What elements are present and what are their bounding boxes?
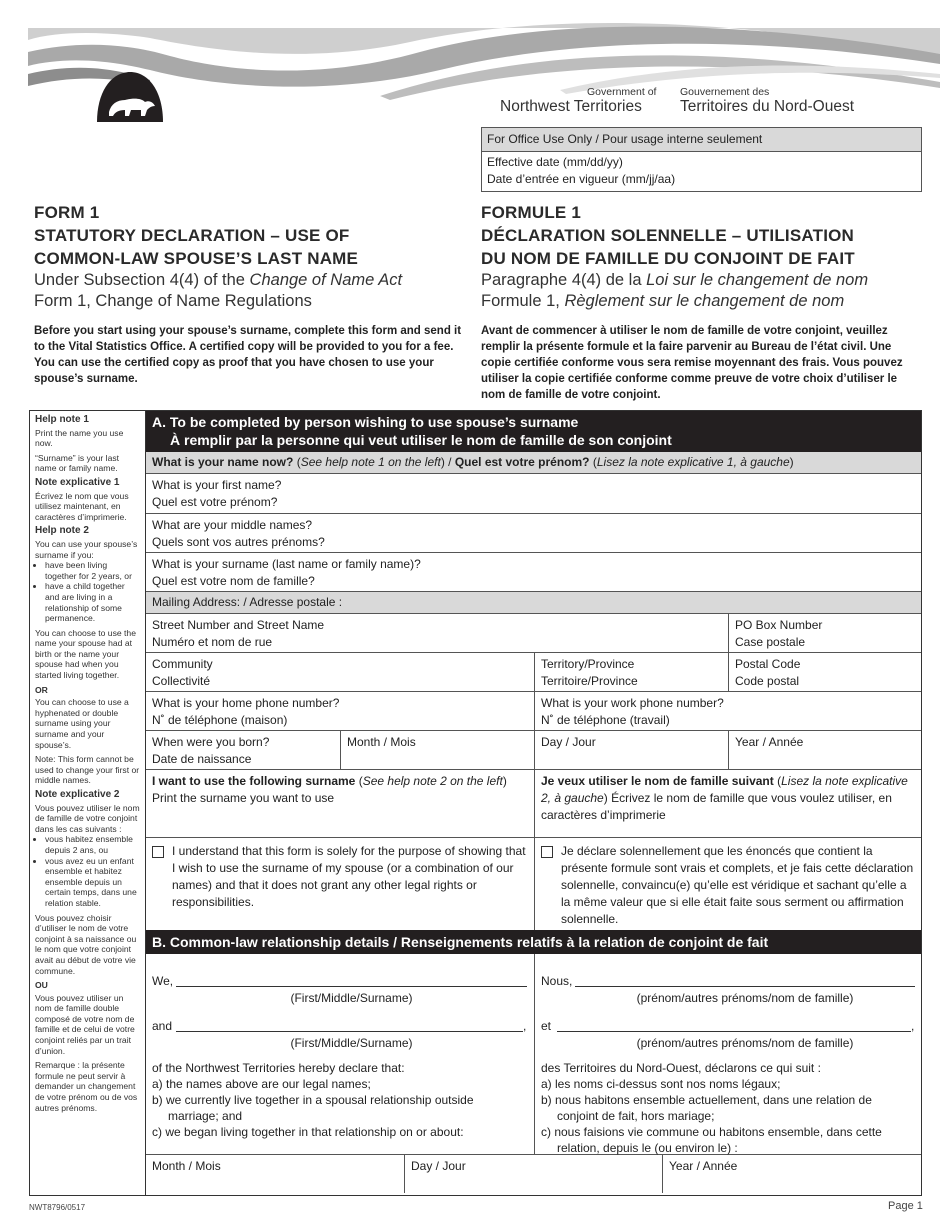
help-note-2-heading: Help note 2 (35, 525, 89, 537)
relationship-year-field[interactable] (662, 1155, 921, 1193)
partner2-caption-fr: (prénom/autres prénoms/nom de famille) (636, 1036, 854, 1050)
form-subtitle-fr-2: Formule 1, Règlement sur le changement de nom (481, 292, 845, 310)
gov-fr-small: Gouvernement des (680, 86, 770, 98)
effective-date-label-fr: Date d’entrée en vigueur (mm/jj/aa) (487, 172, 676, 186)
note-explicative-2-text-3: Vous pouvez utiliser un nom de famille double composé de votre nom de famille et de celui de votre conjoint reliés par un trait d’union. (35, 992, 135, 1056)
help-notes-sidebar (29, 410, 146, 1196)
relationship-month-field[interactable] (146, 1155, 405, 1193)
intro-fr: Avant de commencer à utiliser le nom de famille de votre conjoint, veuillez remplir la présente formule et la faire parvenir au Bureau de l’état civil. Une copie certifiée conforme vous sera remise moyennant des frais. Vous pouvez utiliser la copie certifiée conforme comme preuve de votre choix d’utiliser le nom de famille de votre conjoint. (481, 325, 903, 401)
section-b-header: B. Common-law relationship details / Renseignements relatifs à la relation de conjoint de fait (146, 930, 921, 954)
note-explicative-2-text-4: Remarque : la présente formule ne peut servir à demander un changement de votre prénom ou de vos autres prénoms. (35, 1060, 138, 1113)
page-number: Page 1 (888, 1200, 923, 1212)
partner1-name-line-en[interactable] (176, 986, 527, 987)
form-subtitle-en-2: Form 1, Change of Name Regulations (34, 292, 312, 310)
surname-label-en: What is your surname (last name or family name)? (152, 557, 421, 571)
note-explicative-2-bullet-1: • vous habitez ensemble depuis 2 ans, ou (45, 834, 141, 855)
title-block-en (34, 201, 464, 312)
partner2-name-line-en[interactable] (176, 1031, 523, 1032)
relationship-day-label: Day / Jour (411, 1159, 466, 1173)
help-note-2-text-4: Note: This form cannot be used to change your first or middle names. (35, 754, 140, 786)
middle-names-label-fr: Quels sont vos autres prénoms? (152, 535, 325, 549)
comma-fr: , (911, 1019, 915, 1033)
et-label: et (541, 1019, 552, 1033)
work-phone-field[interactable] (534, 692, 921, 730)
declaration-list-fr: des Territoires du Nord-Ouest, déclarons ce qui suit : a) les noms ci-dessus sont nos noms légaux; b) nous habitons ensemble actuellement, dans une relation de conjoint de fait, hors mariage; c) nous faisions vie commune ou habitons ensemble, dans cette relation, depuis le (ou environ le) : (541, 1061, 882, 1155)
polar-bear-logo-icon (95, 68, 165, 122)
work-phone-label-en: What is your work phone number? (541, 696, 724, 710)
relationship-day-field[interactable] (404, 1155, 663, 1193)
section-a-header (146, 411, 921, 452)
help-note-1-text-2: “Surname” is your last name or family name. (35, 452, 120, 474)
first-name-field[interactable] (146, 474, 921, 514)
form-code: NWT8796/0517 (29, 1203, 86, 1212)
we-label: We, (152, 974, 174, 988)
form-number-fr: FORMULE 1 (481, 203, 582, 222)
declaration-en-checkbox[interactable] (152, 846, 164, 858)
community-row (146, 653, 921, 692)
form-subtitle-en-1: Under Subsection 4(4) of the Change of Name Act (34, 271, 403, 289)
first-name-label-en: What is your first name? (152, 478, 282, 492)
partner2-name-line-fr[interactable] (557, 1031, 911, 1032)
note-explicative-2-bullet-2: • vous avez eu un enfant ensemble et habitez ensemble depuis un certain temps, dans une relation stable. (45, 856, 141, 909)
declaration-fr-text: Je déclare solennellement que les énoncés que contient la présente formule sont vrais et complets, et je fais cette déclaration solennelle, convaincu(e) qu’elle est véridique et sachant qu’elle a la même valeur que si elle était faite sous serment ou affirmation solennelle. (561, 844, 914, 926)
territory-field[interactable] (534, 653, 729, 691)
declaration-list-en: of the Northwest Territories hereby declare that: a) the names above are our legal names; b) we currently live together in a spousal relationship outside marriage; and c) we began living together in that relationship on or about: (152, 1061, 474, 1139)
birth-day-field[interactable] (534, 731, 729, 769)
form-number-en: FORM 1 (34, 203, 100, 222)
middle-names-field[interactable] (146, 514, 921, 553)
phone-row (146, 692, 921, 731)
help-note-1-heading: Help note 1 (35, 414, 89, 425)
note-explicative-2-text-2: Vous pouvez choisir d’utiliser le nom de votre conjoint à sa naissance ou le nom que votre conjoint avait au début de votre vie commune. (35, 912, 137, 976)
help-note-2-or: OR (35, 684, 48, 695)
help-note-2-bullet-1: • have been living together for 2 years, or (45, 560, 141, 581)
postal-code-label-en: Postal Code (735, 657, 801, 671)
street-row (146, 614, 921, 653)
declaration-fr-cell (534, 838, 921, 930)
help-note-1-text: Print the name you use now. (35, 427, 124, 449)
desired-surname-row (146, 770, 921, 838)
po-box-label-en: PO Box Number (735, 618, 823, 632)
office-use-heading: For Office Use Only / Pour usage interne seulement (482, 128, 921, 152)
help-note-2-text-3: You can choose to use a hyphenated or double surname using your surname and your spouse’s. (35, 697, 129, 750)
birth-date-row (146, 731, 921, 770)
section-b-fr-cell (534, 954, 921, 1154)
office-use-box (481, 127, 922, 192)
title-block-fr (481, 201, 926, 312)
desired-surname-field-fr[interactable]: Je veux utiliser le nom de famille suivant (Lisez la note explicative 2, à gauche) Écrivez le nom de famille que vous voulez utiliser, en caractères d’imprimerie (534, 770, 921, 837)
and-label: and (152, 1019, 173, 1033)
first-name-label-fr: Quel est votre prénom? (152, 495, 278, 509)
partner1-caption-fr: (prénom/autres prénoms/nom de famille) (636, 991, 854, 1005)
section-a-title-fr: À remplir par la personne qui veut utiliser le nom de famille de son conjoint (170, 432, 672, 448)
territory-label-fr: Territoire/Province (541, 674, 638, 688)
birth-day-label: Day / Jour (541, 735, 596, 749)
middle-names-label-en: What are your middle names? (152, 518, 313, 532)
section-b-en-cell (146, 954, 535, 1154)
street-field[interactable] (146, 614, 729, 652)
mailing-address-header: Mailing Address: / Adresse postale : (146, 592, 921, 614)
birth-year-label: Year / Année (735, 735, 804, 749)
form-title-fr-line1: DÉCLARATION SOLENNELLE – UTILISATION (481, 226, 855, 245)
community-label-en: Community (152, 657, 213, 671)
partner1-caption-en: (First/Middle/Surname) (290, 991, 413, 1005)
birth-month-field[interactable] (340, 731, 535, 769)
desired-surname-instruction-en: Print the surname you want to use (152, 791, 335, 805)
form-title-en-line2: COMMON-LAW SPOUSE’S LAST NAME (34, 249, 359, 268)
help-note-2-text: You can use your spouse’s surname if you: (35, 538, 138, 560)
note-explicative-1-text: Écrivez le nom que vous utilisez maintenant, en caractères d’imprimerie. (35, 490, 129, 522)
postal-code-field[interactable] (728, 653, 921, 691)
note-explicative-2-heading: Note explicative 2 (35, 789, 120, 800)
birth-year-field[interactable] (728, 731, 921, 769)
help-note-2-bullet-2: • have a child together and are living in a relationship of some permanence. (45, 581, 141, 623)
surname-label-fr: Quel est votre nom de famille? (152, 574, 315, 588)
declaration-en-text: I understand that this form is solely for the purpose of showing that I wish to use the surname of my spouse (or a combination of our names) and that it does not grant any other legal rights or responsibilities. (172, 844, 526, 909)
birth-month-label: Month / Mois (347, 735, 416, 749)
territory-label-en: Territory/Province (541, 657, 635, 671)
gov-en-big: Northwest Territories (500, 98, 642, 115)
relationship-month-label: Month / Mois (152, 1159, 221, 1173)
birth-date-label-en: When were you born? (152, 735, 270, 749)
note-explicative-2-text: Vous pouvez utiliser le nom de famille de votre conjoint dans les cas suivants : (35, 802, 140, 834)
gov-en-small: Government of (587, 86, 657, 98)
form-title-en-line1: STATUTORY DECLARATION – USE OF (34, 226, 350, 245)
name-now-row: What is your name now? (See help note 1 on the left) / Quel est votre prénom? (Lisez la note explicative 1, à gauche) (146, 452, 921, 474)
section-b-body (146, 954, 921, 1155)
po-box-field[interactable] (728, 614, 921, 652)
intro-en: Before you start using your spouse’s surname, complete this form and send it to the Vital Statistics Office. A certified copy will be provided to you for a fee. You can use the certified copy as proof that you have chosen to use your spouse’s surname. (34, 325, 462, 385)
desired-surname-field-en[interactable]: I want to use the following surname (See help note 2 on the left) Print the surname you want to use (146, 770, 535, 837)
birth-date-label-cell (146, 731, 341, 769)
home-phone-label-en: What is your home phone number? (152, 696, 340, 710)
comma-en: , (523, 1019, 527, 1033)
help-note-2-text-2: You can choose to use the name your spouse had at birth or the name your spouse had when you started living together. (35, 627, 136, 681)
po-box-label-fr: Case postale (735, 635, 806, 649)
home-phone-field[interactable] (146, 692, 535, 730)
declaration-row (146, 838, 921, 930)
note-explicative-2-ou: OU (35, 980, 48, 991)
home-phone-label-fr: N˚ de téléphone (maison) (152, 713, 288, 727)
note-explicative-1-heading: Note explicative 1 (35, 476, 120, 488)
section-a-title-en: A. To be completed by person wishing to use spouse’s surname (152, 414, 579, 430)
declaration-fr-checkbox[interactable] (541, 846, 553, 858)
declaration-en-cell (146, 838, 535, 930)
partner2-caption-en: (First/Middle/Surname) (290, 1036, 413, 1050)
partner1-name-line-fr[interactable] (575, 986, 915, 987)
form-title-fr-line2: DU NOM DE FAMILLE DU CONJOINT DE FAIT (481, 249, 855, 268)
community-field[interactable] (146, 653, 535, 691)
birth-date-label-fr: Date de naissance (152, 752, 252, 766)
main-form (145, 410, 922, 1196)
work-phone-label-fr: N˚ de téléphone (travail) (541, 713, 670, 727)
nous-label: Nous, (541, 974, 573, 988)
surname-field[interactable] (146, 553, 921, 592)
gov-fr-big: Territoires du Nord-Ouest (680, 98, 855, 115)
street-label-en: Street Number and Street Name (152, 618, 325, 632)
street-label-fr: Numéro et nom de rue (152, 635, 273, 649)
community-label-fr: Collectivité (152, 674, 211, 688)
form-subtitle-fr-1: Paragraphe 4(4) de la Loi sur le changement de nom (481, 271, 869, 289)
postal-code-label-fr: Code postal (735, 674, 800, 688)
relationship-year-label: Year / Année (669, 1159, 738, 1173)
effective-date-label-en: Effective date (mm/dd/yy) (487, 155, 623, 169)
relationship-date-row (146, 1155, 921, 1193)
